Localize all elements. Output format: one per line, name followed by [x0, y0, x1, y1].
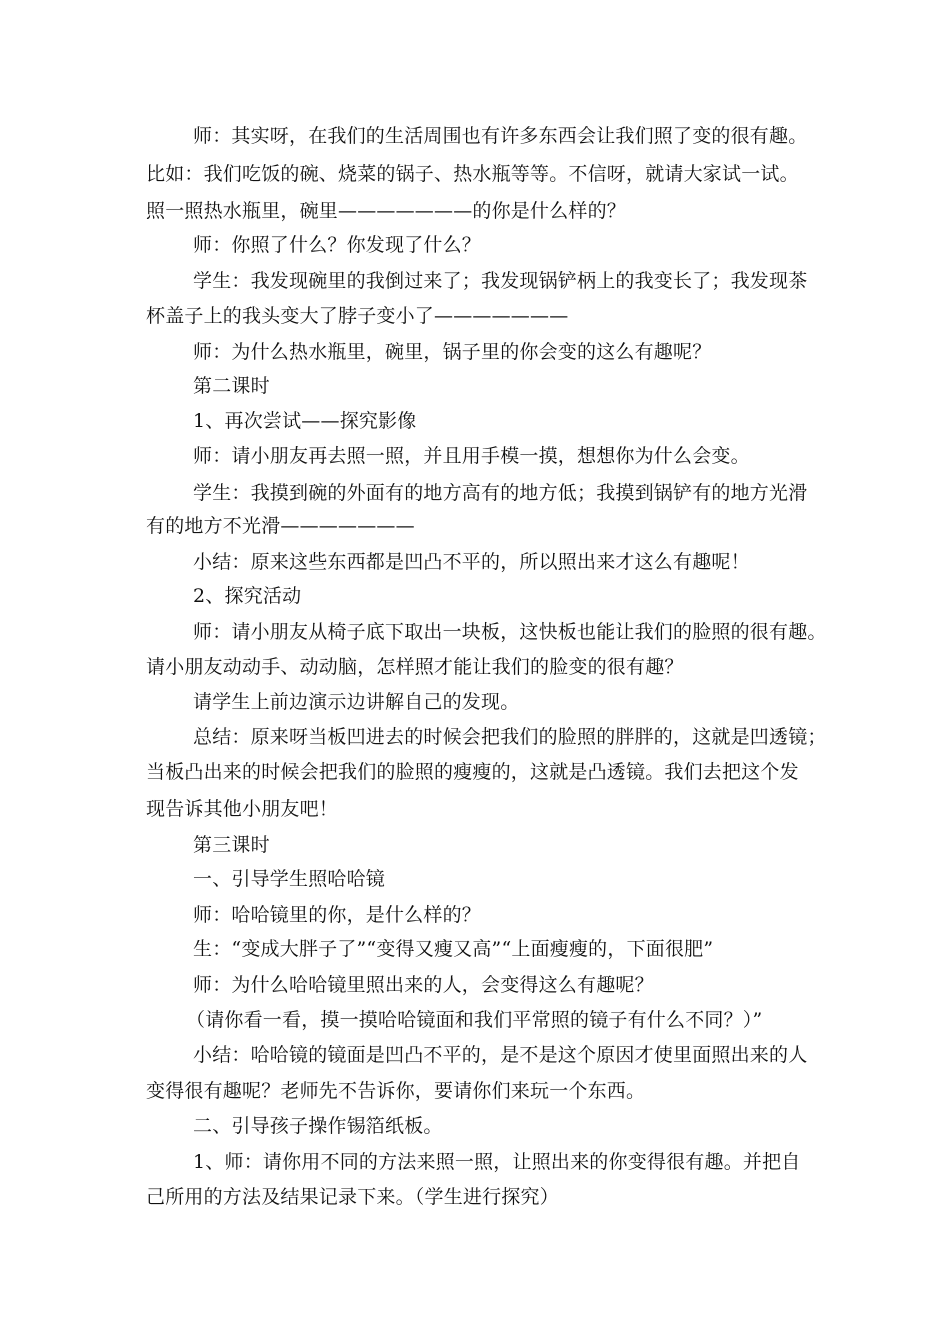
paragraph-line: 师：请小朋友再去照一照，并且用手模一摸，想想你为什么会变。 [193, 445, 750, 467]
subsection-heading: 二、引导孩子操作锡箔纸板。 [193, 1115, 443, 1137]
paragraph-line: （请你看一看，摸一摸哈哈镜面和我们平常照的镜子有什么不同？）” [186, 1009, 763, 1031]
paragraph-line: 1、师：请你用不同的方法来照一照，让照出来的你变得很有趣。并把自 [193, 1151, 801, 1173]
paragraph-line: 小结：哈哈镜的镜面是凹凸不平的，是不是这个原因才使里面照出来的人 [193, 1044, 808, 1066]
section-heading: 第二课时 [193, 375, 270, 397]
section-heading: 第三课时 [193, 834, 270, 856]
paragraph-line: 生：“变成大胖子了”“变得又瘦又高”“上面瘦瘦的，下面很肥” [193, 938, 714, 960]
paragraph-line: 师：请小朋友从椅子底下取出一块板，这快板也能让我们的脸照的很有趣。 [193, 621, 827, 643]
paragraph-line: 照一照热水瓶里，碗里———————的你是什么样的？ [146, 200, 627, 222]
paragraph-line: 小结：原来这些东西都是凹凸不平的，所以照出来才这么有趣呢！ [193, 551, 750, 573]
subsection-heading: 2、探究活动 [193, 585, 302, 607]
paragraph-line: 师：其实呀，在我们的生活周围也有许多东西会让我们照了变的很有趣。 [193, 125, 808, 147]
paragraph-line: 师：你照了什么？你发现了什么？ [193, 234, 482, 256]
paragraph-line: 比如：我们吃饭的碗、烧菜的锅子、热水瓶等等。不信呀，就请大家试一试。 [146, 163, 799, 185]
paragraph-line: 变得很有趣呢？老师先不告诉你，要请你们来玩一个东西。 [146, 1080, 646, 1102]
paragraph-line: 师：为什么热水瓶里，碗里，锅子里的你会变的这么有趣呢？ [193, 341, 712, 363]
paragraph-line: 师：为什么哈哈镜里照出来的人，会变得这么有趣呢？ [193, 974, 654, 996]
paragraph-line: 师：哈哈镜里的你，是什么样的？ [193, 904, 482, 926]
paragraph-line: 请学生上前边演示边讲解自己的发现。 [193, 691, 520, 713]
paragraph-line: 当板凸出来的时候会把我们的脸照的瘦瘦的，这就是凸透镜。我们去把这个发 [146, 761, 799, 783]
paragraph-line: 杯盖子上的我头变大了脖子变小了——————— [146, 305, 569, 327]
subsection-heading: 1、再次尝试——探究影像 [193, 410, 417, 432]
paragraph-line: 己所用的方法及结果记录下来。（学生进行探究） [146, 1186, 559, 1208]
paragraph-line: 总结：原来呀当板凹进去的时候会把我们的脸照的胖胖的，这就是凹透镜； [193, 726, 827, 748]
paragraph-line: 请小朋友动动手、动动脑，怎样照才能让我们的脸变的很有趣？ [146, 656, 684, 678]
paragraph-line: 学生：我发现碗里的我倒过来了；我发现锅铲柄上的我变长了；我发现茶 [193, 270, 808, 292]
paragraph-line: 现告诉其他小朋友吧！ [146, 798, 339, 820]
paragraph-line: 学生：我摸到碗的外面有的地方高有的地方低；我摸到锅铲有的地方光滑 [193, 482, 808, 504]
paragraph-line: 有的地方不光滑——————— [146, 515, 415, 537]
subsection-heading: 一、引导学生照哈哈镜 [193, 868, 386, 890]
